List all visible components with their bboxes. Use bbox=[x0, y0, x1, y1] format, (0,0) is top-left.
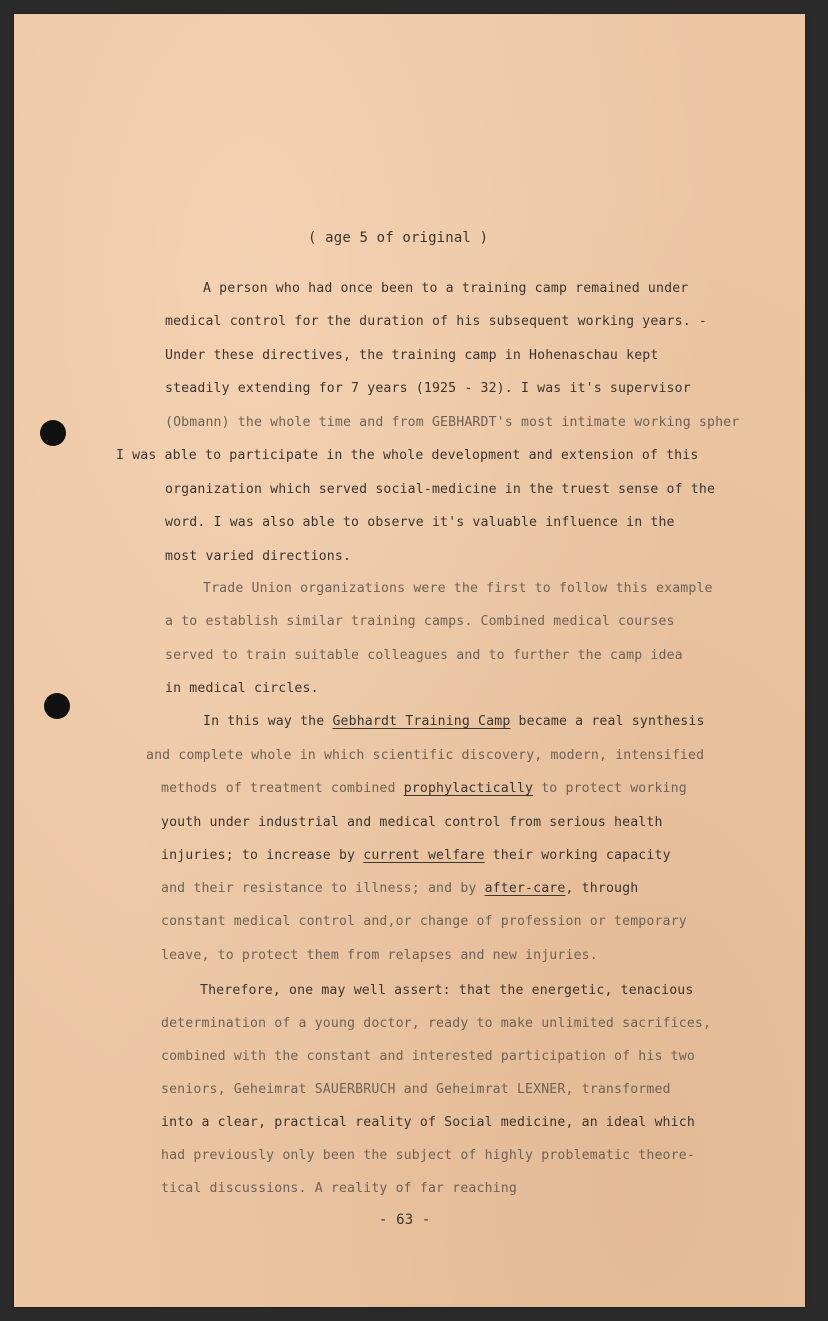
text-line: combined with the constant and interested participation of his two bbox=[161, 1049, 695, 1064]
text-line bbox=[161, 881, 638, 896]
text-line: seniors, Geheimrat SAUERBRUCH and Geheimrat LEXNER, transformed bbox=[161, 1082, 671, 1097]
text-line: into a clear, practical reality of Social medicine, an ideal which bbox=[161, 1115, 695, 1130]
text-line bbox=[161, 781, 687, 796]
text-line: Therefore, one may well assert: that the energetic, tenacious bbox=[200, 983, 694, 998]
document-page bbox=[14, 14, 805, 1307]
text-run: , through bbox=[565, 881, 639, 896]
text-run: became a real synthesis bbox=[510, 714, 705, 729]
text-run: and their resistance to illness; and by bbox=[161, 881, 485, 896]
text-line: had previously only been the subject of highly problematic theore- bbox=[161, 1148, 695, 1163]
text-line: (Obmann) the whole time and from GEBHARDT's most intimate working spher bbox=[165, 415, 740, 430]
page-number: - 63 - bbox=[379, 1212, 431, 1228]
text-line: in medical circles. bbox=[165, 681, 319, 696]
text-line: determination of a young doctor, ready to make unlimited sacrifices, bbox=[161, 1016, 712, 1031]
text-run: injuries; to increase by bbox=[161, 848, 364, 863]
text-line: a to establish similar training camps. Combined medical courses bbox=[165, 614, 675, 629]
text-line: constant medical control and,or change of profession or temporary bbox=[161, 914, 687, 929]
text-line: most varied directions. bbox=[165, 549, 352, 564]
text-line: word. I was also able to observe it's valuable influence in the bbox=[165, 515, 675, 530]
text-line: served to train suitable colleagues and to further the camp idea bbox=[165, 648, 683, 663]
underlined-term: Gebhardt Training Camp bbox=[332, 714, 511, 729]
text-line: and complete whole in which scientific discovery, modern, intensified bbox=[146, 748, 705, 763]
text-line: medical control for the duration of his subsequent working years. - bbox=[165, 314, 707, 329]
text-run: their working capacity bbox=[484, 848, 671, 863]
text-run: In this way the bbox=[203, 714, 333, 729]
text-line bbox=[203, 714, 705, 729]
underlined-term: prophylactically bbox=[403, 781, 534, 796]
page-heading: ( age 5 of original ) bbox=[308, 230, 489, 246]
text-line: steadily extending for 7 years (1925 - 32). I was it's supervisor bbox=[165, 381, 691, 396]
text-line: organization which served social-medicine in the truest sense of the bbox=[165, 482, 716, 497]
text-run: methods of treatment combined bbox=[161, 781, 404, 796]
text-line: I was able to participate in the whole development and extension of this bbox=[116, 448, 699, 463]
punch-hole-bottom bbox=[44, 693, 70, 719]
text-line: tical discussions. A reality of far reaching bbox=[161, 1181, 517, 1196]
text-line: A person who had once been to a training camp remained under bbox=[203, 281, 689, 296]
text-run: to protect working bbox=[533, 781, 687, 796]
punch-hole-top bbox=[40, 420, 66, 446]
text-line: Trade Union organizations were the first to follow this example bbox=[203, 581, 713, 596]
text-line bbox=[161, 848, 671, 863]
underlined-term: current welfare bbox=[363, 848, 485, 863]
underlined-term: after-care bbox=[484, 881, 566, 896]
text-line: Under these directives, the training camp in Hohenaschau kept bbox=[165, 348, 659, 363]
text-line: youth under industrial and medical control from serious health bbox=[161, 815, 663, 830]
text-line: leave, to protect them from relapses and new injuries. bbox=[161, 948, 598, 963]
